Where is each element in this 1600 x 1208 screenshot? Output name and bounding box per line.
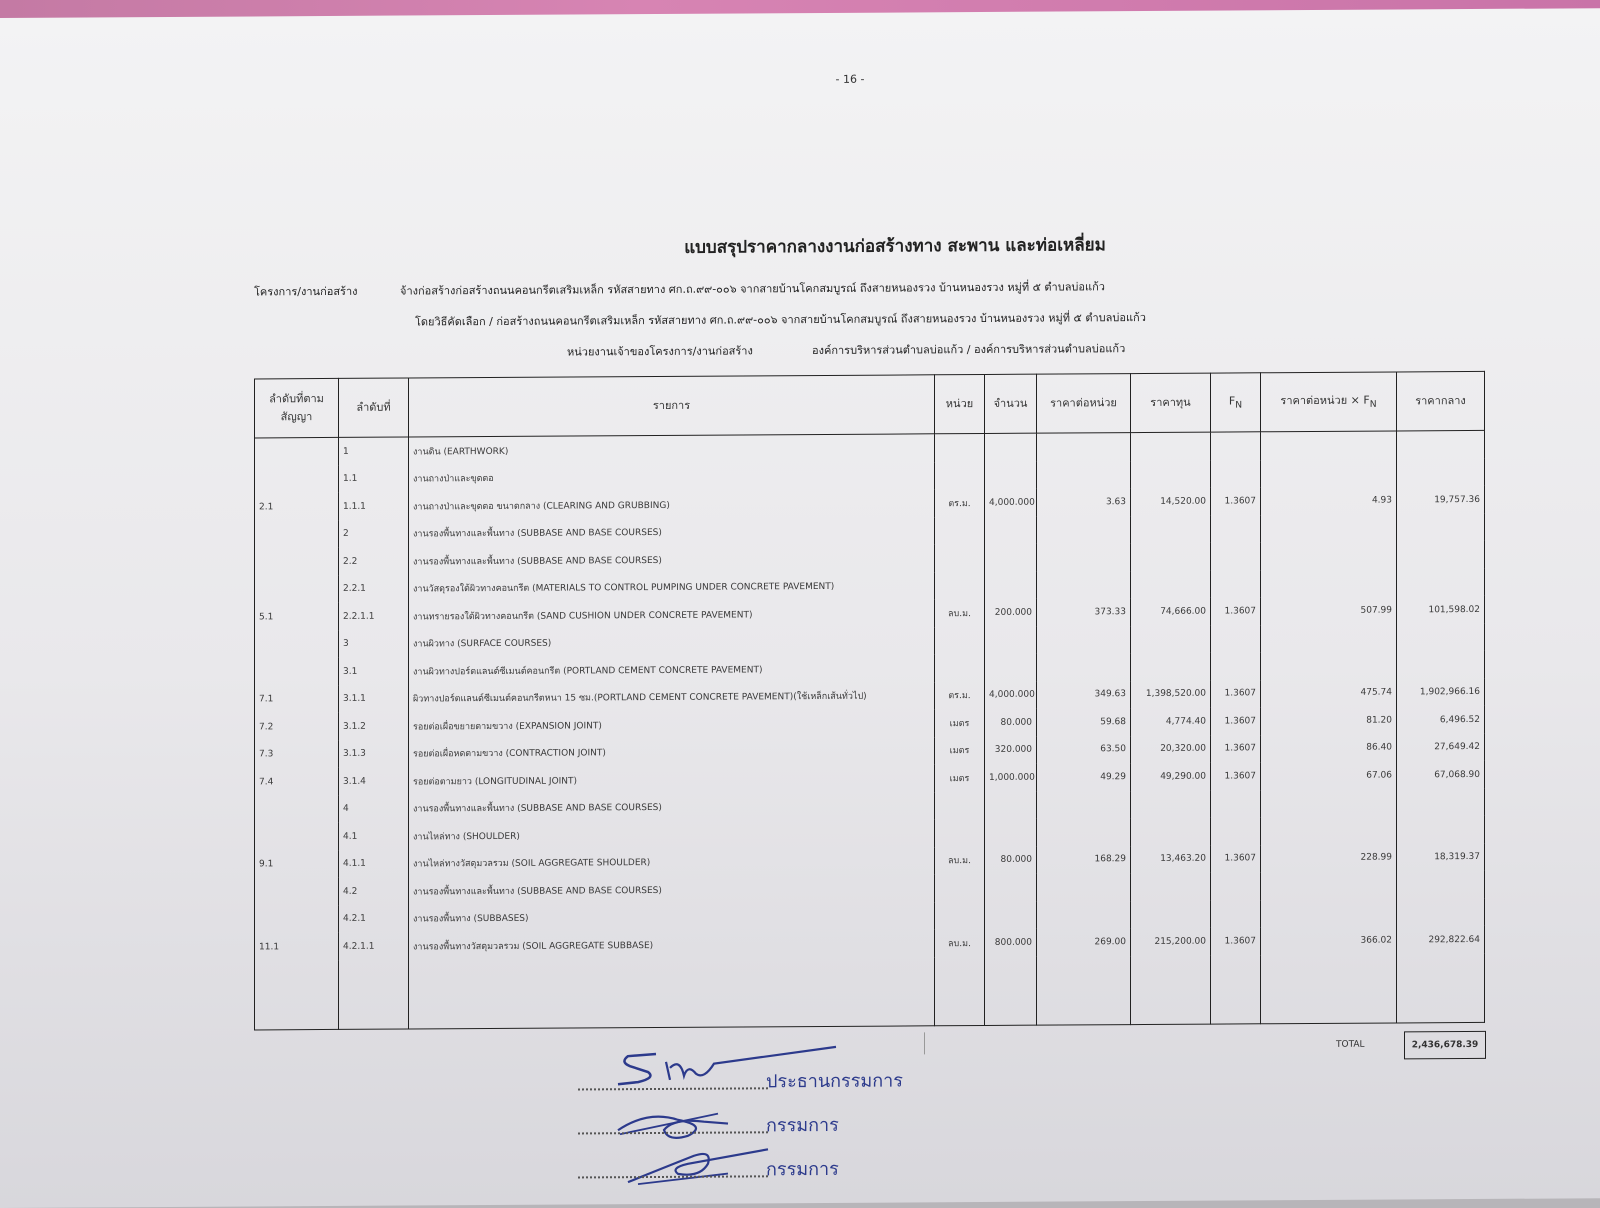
cell-unit-price-fn: 81.20 [1261,706,1397,734]
cell-unit-price-fn: 507.99 [1261,596,1397,624]
cell-contract-no [255,823,339,851]
cell-unit-price-fn [1261,431,1397,460]
cell-description: งานดิน (EARTHWORK) [409,434,935,465]
cell-contract-no [255,878,339,906]
table-header-row [255,371,1485,438]
cell-description: งานรองพื้นทางและพื้นทาง (SUBBASE AND BASE COURSES) [409,874,935,905]
cell-median-price [1397,898,1485,926]
cell-fn [1211,432,1261,460]
cell-quantity [985,819,1037,847]
cell-item-no: 3.1.4 [339,768,409,796]
cell-fn [1211,625,1261,653]
header-unit-price: ราคาต่อหน่วย [1037,374,1131,434]
cell-contract-no: 9.1 [255,850,339,878]
cell-item-no: 4.1.1 [339,850,409,878]
cell-median-price [1397,871,1485,899]
cell-fn [1211,790,1261,818]
cell-item-no: 1 [339,437,409,465]
cell-unit [935,901,985,929]
cell-unit [935,819,985,847]
header-unit-price-fn-label: ราคาต่อหน่วย × F [1280,393,1370,407]
cell-contract-no: 7.2 [255,713,339,741]
member1-signature-mark [608,1103,768,1144]
cell-cost: 215,200.00 [1131,928,1211,956]
cell-unit: ลบ.ม. [935,846,985,874]
cell-cost [1131,900,1211,928]
cell-item-no: 3.1.3 [339,740,409,768]
cell-unit-price-fn [1261,871,1397,899]
cell-quantity: 800.000 [985,929,1037,957]
cell-contract-no [255,520,339,548]
cell-quantity [985,626,1037,654]
cell-quantity: 80.000 [985,846,1037,874]
table-spacer-row [255,953,1485,1029]
chairman-title: ประธานกรรมการ [766,1070,903,1093]
cell-contract-no: 7.3 [255,740,339,768]
empty-cell [1037,956,1131,1025]
cell-unit-price: 59.68 [1037,708,1131,736]
header-cost: ราคาทุน [1131,373,1211,432]
member1-title: กรรมการ [766,1114,839,1137]
cell-item-no: 2.2.1.1 [339,603,409,631]
header-unit-price-fn-subscript: N [1369,398,1377,410]
cell-quantity [985,654,1037,682]
cell-unit [935,433,985,461]
table-body [255,430,1485,1029]
cell-cost [1131,543,1211,571]
cell-description: งานผิวทางปอร์ตแลนด์ซีเมนต์คอนกรีต (PORTLAND CEMENT CONCRETE PAVEMENT) [409,654,935,685]
cell-description: งานไหล่ทางวัสดุมวลรวม (SOIL AGGREGATE SHOULDER) [409,847,935,878]
cell-unit: เมตร [935,709,985,737]
empty-cell [1397,953,1485,1022]
cell-unit-price-fn [1261,651,1397,679]
cell-unit-price-fn: 475.74 [1261,679,1397,707]
cell-contract-no [255,630,339,658]
header-unit-price-fn [1261,372,1397,432]
cell-quantity [985,874,1037,902]
header-fn [1211,373,1261,432]
empty-cell [935,956,985,1025]
cell-cost: 4,774.40 [1131,708,1211,736]
cell-unit-price: 373.33 [1037,598,1131,626]
cell-fn: 1.3607 [1211,707,1261,735]
cell-item-no: 4.2.1 [339,905,409,933]
cell-unit-price-fn [1261,514,1397,542]
cell-item-no: 3.1.1 [339,685,409,713]
total-label: TOTAL [1336,1039,1365,1050]
cell-median-price [1397,458,1485,486]
cell-median-price [1397,541,1485,569]
cell-unit-price [1037,626,1131,654]
header-description: รายการ [409,375,935,437]
cell-median-price: 6,496.52 [1397,706,1485,734]
empty-cell [985,956,1037,1025]
cell-quantity [985,516,1037,544]
cell-unit: ลบ.ม. [935,929,985,957]
cell-description: ผิวทางปอร์ตแลนด์ซีเมนต์คอนกรีตหนา 15 ซม.(PORTLAND CEMENT CONCRETE PAVEMENT)(ใช้เหล็กเส้นทั่วไป) [409,682,935,713]
cell-quantity [985,571,1037,599]
cell-unit [935,874,985,902]
cell-description: รอยต่อตามยาว (LONGITUDINAL JOINT) [409,764,935,795]
cell-fn [1211,460,1261,488]
cell-median-price: 101,598.02 [1397,596,1485,624]
cell-median-price: 27,649.42 [1397,733,1485,761]
cell-median-price [1397,430,1485,459]
cell-contract-no [255,658,339,686]
cell-unit-price-fn: 86.40 [1261,734,1397,762]
cell-unit-price-fn: 228.99 [1261,844,1397,872]
cell-description: งานรองพื้นทางวัสดุมวลรวม (SOIL AGGREGATE SUBBASE) [409,929,935,960]
cell-unit-price-fn [1261,899,1397,927]
cell-cost [1131,460,1211,488]
empty-cell [1131,955,1211,1024]
cell-contract-no: 7.1 [255,685,339,713]
header-median-price: ราคากลาง [1397,371,1485,431]
cell-contract-no [255,795,339,823]
cell-description: งานรองพื้นทางและพื้นทาง (SUBBASE AND BASE COURSES) [409,517,935,548]
price-summary-table [254,371,1485,1030]
cell-cost: 74,666.00 [1131,598,1211,626]
header-quantity: จำนวน [985,374,1037,433]
cell-cost: 13,463.20 [1131,845,1211,873]
cell-unit: ตร.ม. [935,681,985,709]
cell-unit-price: 3.63 [1037,488,1131,516]
signature-member-2 [578,1152,918,1184]
cell-fn [1211,872,1261,900]
cell-unit-price: 269.00 [1037,928,1131,956]
project-label: โครงการ/งานก่อสร้าง [254,284,358,299]
cell-unit-price [1037,516,1131,544]
cell-unit-price [1037,818,1131,846]
empty-cell [339,960,409,1029]
cell-cost [1131,570,1211,598]
cell-unit-price-fn [1261,569,1397,597]
procurement-method: โดยวิธีคัดเลือก / ก่อสร้างถนนคอนกรีตเสริมเหล็ก รหัสสายทาง ศก.ถ.๙๙-๐๐๖ จากสายบ้านโคกสมบูรณ์ ถึงสายหนองรวง บ้านหนองรวง หมู่ที่ ๕ ตำบลบ่อแก้ว [415,311,1146,329]
cell-median-price [1397,568,1485,596]
cell-median-price [1397,816,1485,844]
cell-fn [1211,515,1261,543]
cell-median-price: 19,757.36 [1397,486,1485,514]
cell-median-price [1397,513,1485,541]
cell-contract-no [255,437,339,466]
cell-cost: 14,520.00 [1131,488,1211,516]
empty-cell [255,960,339,1029]
signature-member-1 [578,1108,918,1140]
cell-item-no: 2 [339,520,409,548]
cell-item-no: 1.1 [339,465,409,493]
cell-unit-price [1037,791,1131,819]
cell-fn: 1.3607 [1211,680,1261,708]
cell-fn: 1.3607 [1211,735,1261,763]
cell-unit-price [1037,461,1131,489]
cell-unit-price: 49.29 [1037,763,1131,791]
header-fn-label: F [1228,394,1236,408]
cell-item-no: 1.1.1 [339,493,409,521]
cell-unit: เมตร [935,736,985,764]
cell-quantity: 4,000.000 [985,489,1037,517]
cell-unit-price [1037,901,1131,929]
empty-cell [1261,954,1397,1023]
cell-unit-price-fn [1261,541,1397,569]
cell-quantity [985,791,1037,819]
cell-contract-no: 11.1 [255,933,339,961]
owner-label: หน่วยงานเจ้าของโครงการ/งานก่อสร้าง [567,344,753,359]
cell-quantity [985,433,1037,461]
cell-median-price: 18,319.37 [1397,843,1485,871]
cell-quantity: 4,000.000 [985,681,1037,709]
cell-quantity [985,901,1037,929]
cell-unit-price-fn: 4.93 [1261,486,1397,514]
cell-cost [1131,873,1211,901]
cell-description: งานรองพื้นทางและพื้นทาง (SUBBASE AND BASE COURSES) [409,792,935,823]
cell-unit-price: 63.50 [1037,736,1131,764]
page-number: - 16 - [835,72,865,86]
cell-contract-no [255,548,339,576]
cell-fn: 1.3607 [1211,597,1261,625]
member2-title: กรรมการ [766,1158,839,1181]
cell-median-price: 67,068.90 [1397,761,1485,789]
cell-description: รอยต่อเผื่อหดตามขวาง (CONTRACTION JOINT) [409,737,935,768]
cell-item-no: 4.2.1.1 [339,933,409,961]
cell-unit-price [1037,653,1131,681]
cell-quantity: 1,000.000 [985,764,1037,792]
cell-fn [1211,900,1261,928]
cell-median-price: 1,902,966.16 [1397,678,1485,706]
cell-cost [1131,818,1211,846]
cell-cost: 1,398,520.00 [1131,680,1211,708]
cell-description: งานถางป่าและขุดตอ ขนาดกลาง (CLEARING AND GRUBBING) [409,489,935,520]
cell-median-price [1397,651,1485,679]
cell-unit-price [1037,873,1131,901]
cell-cost [1131,432,1211,460]
owner-name: องค์การบริหารส่วนตำบลบ่อแก้ว / องค์การบริหารส่วนตำบลบ่อแก้ว [812,342,1126,358]
cell-median-price [1397,788,1485,816]
cell-contract-no [255,575,339,603]
cell-item-no: 4 [339,795,409,823]
document-title: แบบสรุปราคากลางงานก่อสร้างทาง สะพาน และท่อเหลี่ยม [684,235,1106,258]
cell-cost: 49,290.00 [1131,763,1211,791]
cell-fn: 1.3607 [1211,845,1261,873]
total-value: 2,436,678.39 [1404,1031,1486,1060]
cell-item-no: 2.2.1 [339,575,409,603]
cell-description: งานถางป่าและขุดตอ [409,462,935,493]
cell-contract-no [255,465,339,493]
cell-cost [1131,625,1211,653]
cell-cost [1131,653,1211,681]
signature-chairman [578,1064,918,1096]
cell-unit [935,626,985,654]
cell-unit-price-fn: 67.06 [1261,761,1397,789]
cell-unit-price [1037,543,1131,571]
project-name: จ้างก่อสร้างก่อสร้างถนนคอนกรีตเสริมเหล็ก รหัสสายทาง ศก.ถ.๙๙-๐๐๖ จากสายบ้านโคกสมบูรณ์ ถึงสายหนองรวง บ้านหนองรวง หมู่ที่ ๕ ตำบลบ่อแก้ว [400,280,1105,298]
cell-contract-no: 7.4 [255,768,339,796]
cell-quantity [985,461,1037,489]
cell-unit-price-fn [1261,789,1397,817]
cell-description: งานรองพื้นทางและพื้นทาง (SUBBASE AND BASE COURSES) [409,544,935,575]
cell-description: งานผิวทาง (SURFACE COURSES) [409,627,935,658]
cell-fn: 1.3607 [1211,762,1261,790]
cell-description: งานรองพื้นทาง (SUBBASES) [409,902,935,933]
cell-unit [935,461,985,489]
cell-unit [935,654,985,682]
cell-description: งานวัสดุรองใต้ผิวทางคอนกรีต (MATERIALS TO CONTROL PUMPING UNDER CONCRETE PAVEMENT) [409,572,935,603]
divider-tick [924,1032,925,1054]
document-page [0,8,1600,1208]
cell-contract-no [255,905,339,933]
header-contract-no: ลำดับที่ตาม สัญญา [255,378,339,438]
cell-unit: เมตร [935,764,985,792]
cell-fn [1211,652,1261,680]
empty-cell [1211,955,1261,1024]
cell-item-no: 2.2 [339,548,409,576]
cell-item-no: 3 [339,630,409,658]
header-fn-subscript: N [1235,399,1243,411]
cell-item-no: 4.2 [339,878,409,906]
cell-unit [935,571,985,599]
cell-unit-price [1037,433,1131,462]
cell-item-no: 3.1 [339,658,409,686]
cell-description: งานไหล่ทาง (SHOULDER) [409,819,935,850]
cell-unit-price [1037,571,1131,599]
cell-fn [1211,570,1261,598]
cell-unit: ลบ.ม. [935,599,985,627]
cell-fn: 1.3607 [1211,927,1261,955]
cell-description: งานทรายรองใต้ผิวทางคอนกรีต (SAND CUSHION UNDER CONCRETE PAVEMENT) [409,599,935,630]
empty-cell [409,957,935,1029]
cell-unit [935,516,985,544]
header-unit: หน่วย [935,374,985,433]
cell-contract-no: 2.1 [255,493,339,521]
cell-fn: 1.3607 [1211,487,1261,515]
cell-quantity: 200.000 [985,599,1037,627]
cell-unit: ตร.ม. [935,489,985,517]
cell-unit-price-fn: 366.02 [1261,926,1397,954]
cell-cost [1131,790,1211,818]
cell-unit-price-fn [1261,459,1397,487]
cell-unit [935,544,985,572]
cell-unit-price-fn [1261,624,1397,652]
cell-quantity: 320.000 [985,736,1037,764]
cell-item-no: 3.1.2 [339,713,409,741]
cell-item-no: 4.1 [339,823,409,851]
member2-signature-mark [608,1143,778,1188]
cell-median-price [1397,623,1485,651]
cell-unit-price: 168.29 [1037,846,1131,874]
cell-unit [935,791,985,819]
cell-median-price: 292,822.64 [1397,926,1485,954]
cell-unit-price-fn [1261,816,1397,844]
cell-quantity [985,544,1037,572]
cell-contract-no: 5.1 [255,603,339,631]
cell-description: รอยต่อเผื่อขยายตามขวาง (EXPANSION JOINT) [409,709,935,740]
cell-unit-price: 349.63 [1037,681,1131,709]
cell-fn [1211,542,1261,570]
cell-cost [1131,515,1211,543]
cell-quantity: 80.000 [985,709,1037,737]
cell-fn [1211,817,1261,845]
header-item-no: ลำดับที่ [339,378,409,437]
cell-cost: 20,320.00 [1131,735,1211,763]
